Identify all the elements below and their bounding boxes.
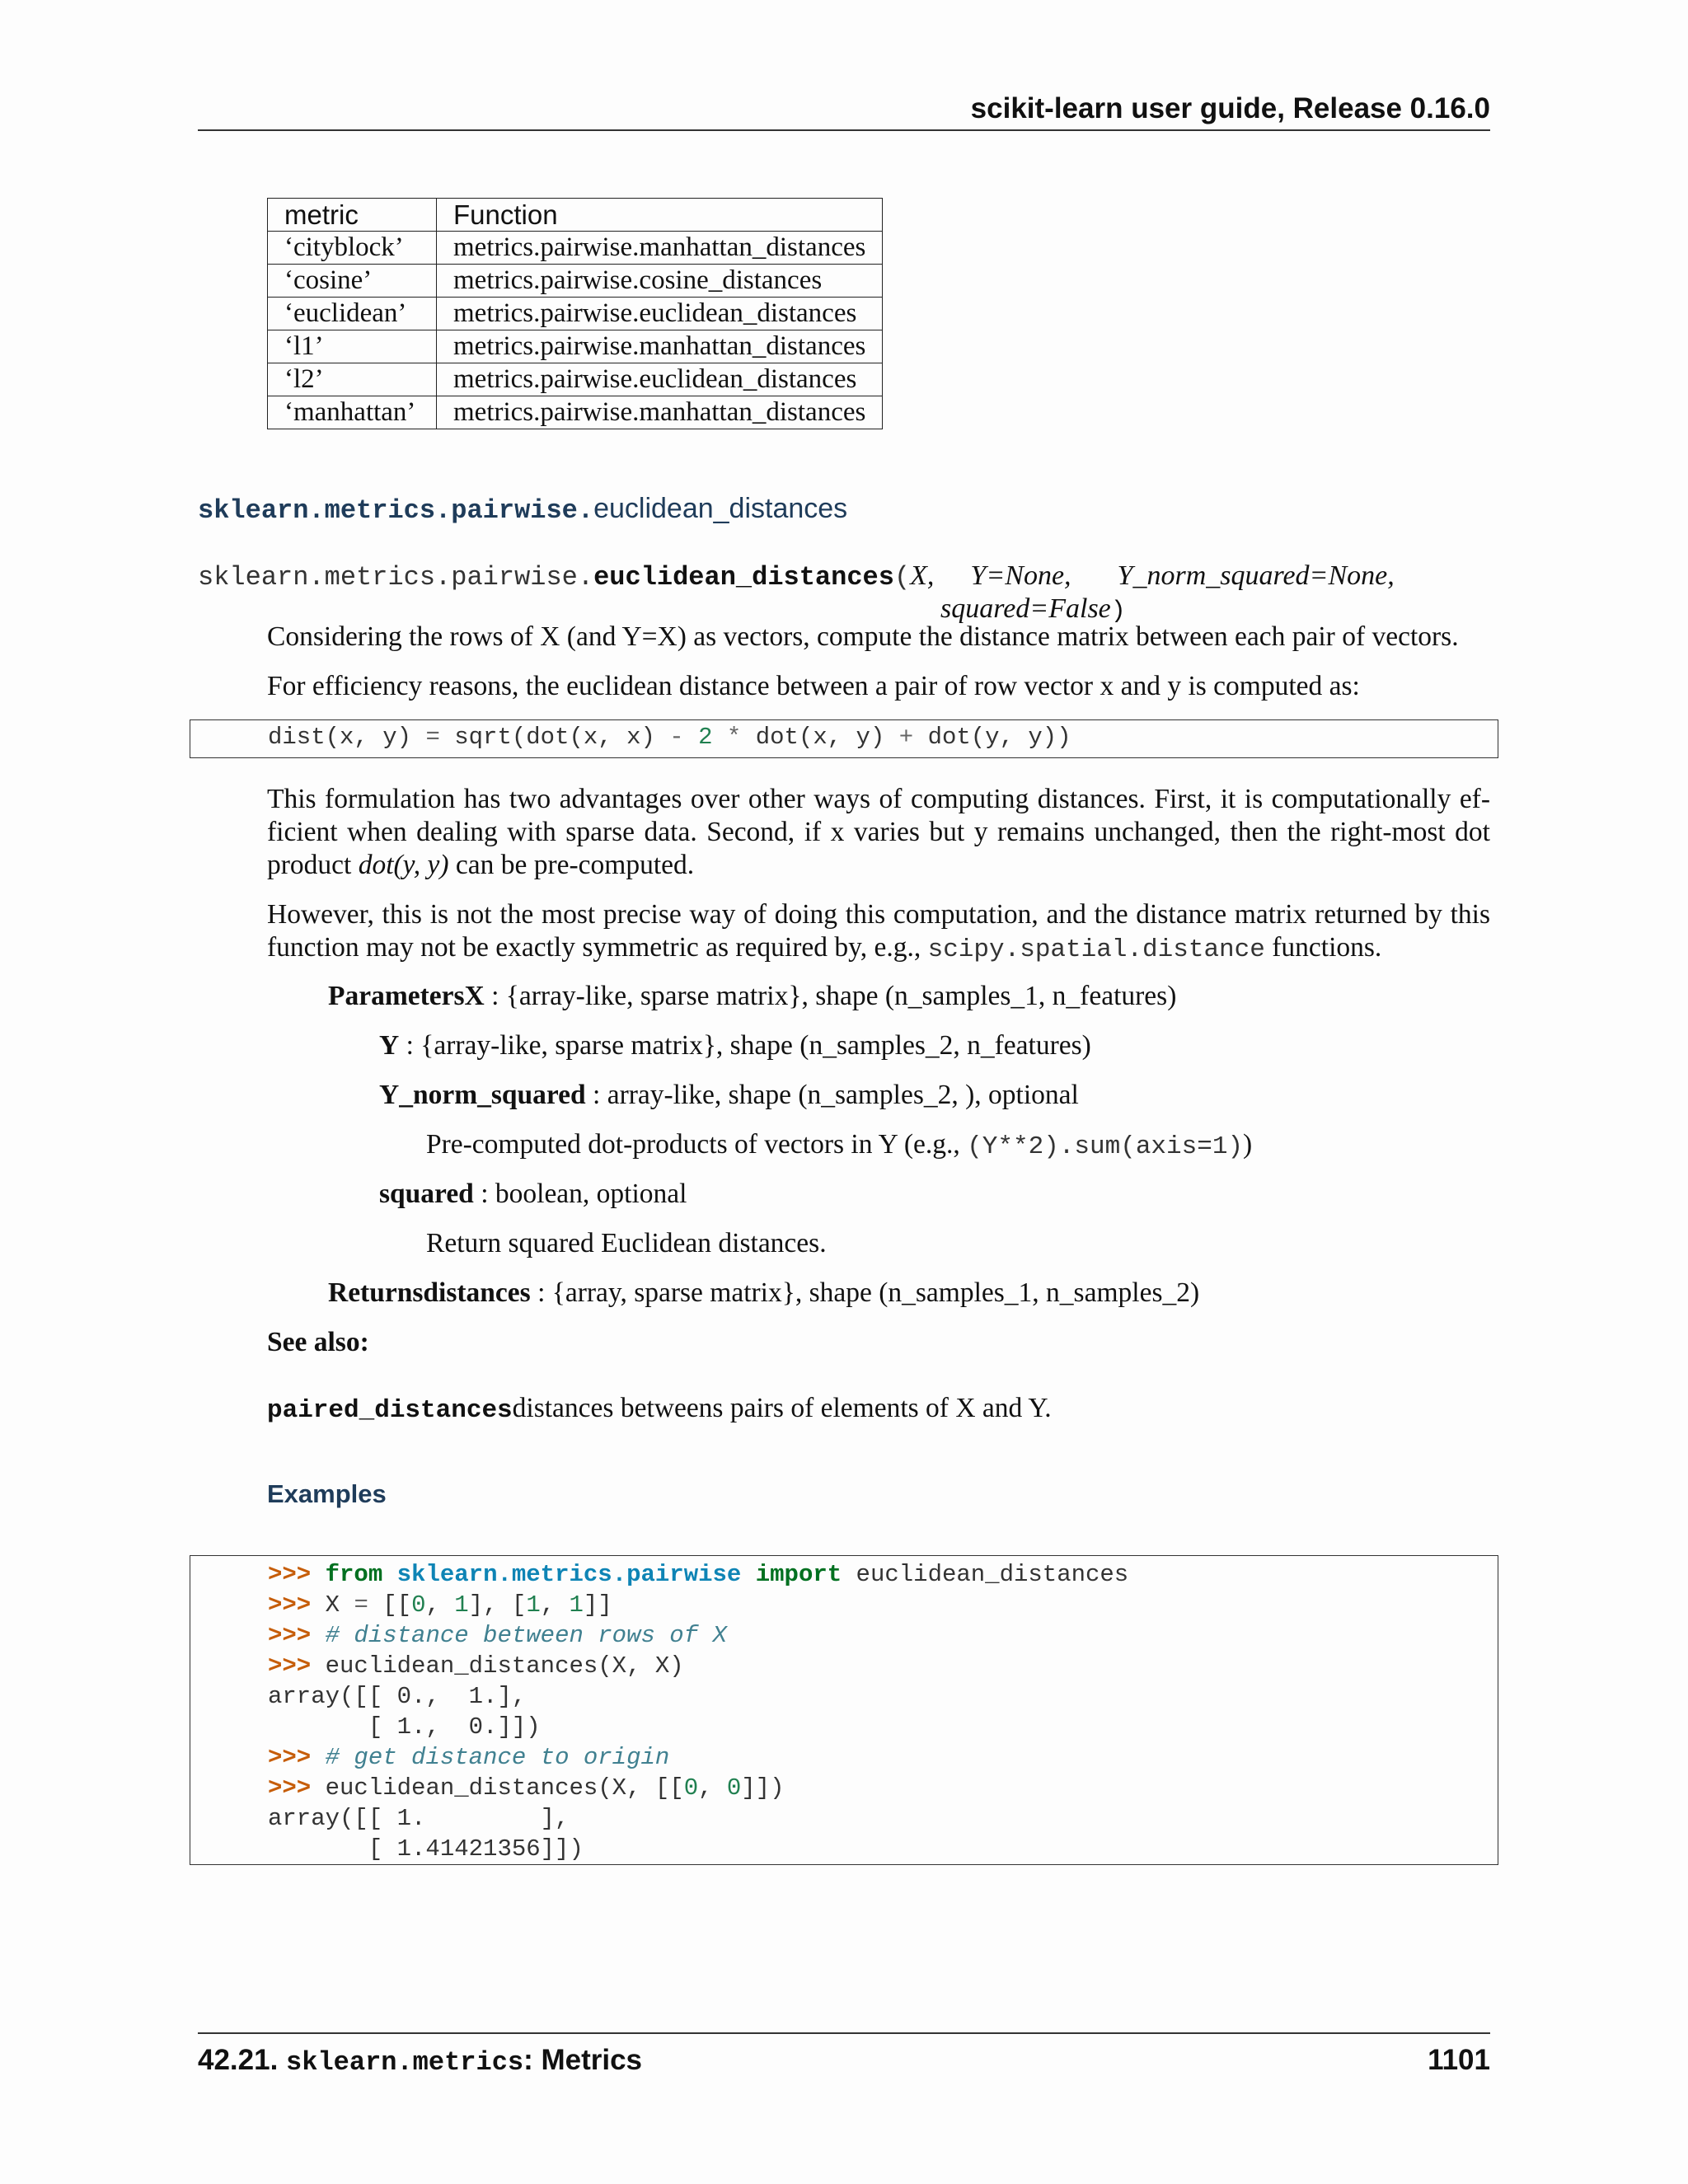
param-name-squared: squared: [379, 1179, 474, 1209]
table-row: [268, 232, 883, 265]
signature-close-paren: ): [1110, 598, 1126, 626]
signature-name: euclidean_distances: [593, 562, 894, 593]
returns-label: Returns: [328, 1277, 424, 1308]
formula-line: dist(x, y) = sqrt(dot(x, x) - 2 * dot(x, y) + dot(y, y)): [268, 724, 1071, 751]
footer-divider: [198, 2032, 1490, 2034]
table-row: [268, 265, 883, 298]
description-paragraph: Considering the rows of X (and Y=X) as vectors, compute the distance matrix between each pair of vectors.: [267, 621, 1459, 652]
table-cell-function: metrics.pairwise.euclidean_distances: [437, 363, 883, 396]
table-header-row: [268, 199, 883, 232]
signature-arg-x: X,: [910, 560, 935, 591]
signature-module: sklearn.metrics.pairwise.: [198, 562, 594, 593]
table-cell-metric: ‘manhattan’: [268, 396, 437, 429]
advantages-line-2: ficient when dealing with sparse data. Second, if x varies but y remains unchanged, then the right-most dot: [267, 817, 1490, 847]
param-name-x: X: [464, 981, 485, 1011]
table-cell-metric: ‘euclidean’: [268, 298, 437, 330]
table-header-function: Function: [437, 199, 883, 232]
return-name: distances: [423, 1277, 531, 1308]
parameter-y: Y : {array-like, sparse matrix}, shape (n_samples_2, n_features): [379, 1030, 1091, 1061]
parameters-label: Parameters: [328, 981, 465, 1011]
function-heading-name: euclidean_distances: [593, 493, 848, 524]
paired-distances-link[interactable]: paired_distances: [267, 1396, 513, 1425]
precision-line-2: function may not be exactly symmetric as required by, e.g., scipy.spatial.distance functions.: [267, 932, 1382, 964]
scipy-distance-link[interactable]: scipy.spatial.distance: [927, 935, 1265, 964]
signature-arg-squared: squared=False: [940, 593, 1111, 624]
code-output-line: [ 1.41421356]]): [268, 1835, 584, 1863]
param-name-y-norm-squared: Y_norm_squared: [379, 1080, 586, 1110]
signature-open-paren: (: [893, 562, 911, 593]
table-row: [268, 330, 883, 363]
code-output-line: array([[ 0., 1.],: [268, 1683, 527, 1710]
code-line: >>> # get distance to origin: [268, 1744, 670, 1771]
page-header-title: scikit-learn user guide, Release 0.16.0: [970, 92, 1490, 124]
code-line: >>> euclidean_distances(X, X): [268, 1652, 684, 1680]
table-cell-metric: ‘cityblock’: [268, 232, 437, 265]
table-cell-metric: ‘l1’: [268, 330, 437, 363]
parameter-y-norm-squared: Y_norm_squared : array-like, shape (n_samples_2, ), optional: [379, 1080, 1079, 1110]
table-cell-metric: ‘cosine’: [268, 265, 437, 298]
function-heading[interactable]: [198, 493, 847, 526]
table-row: [268, 363, 883, 396]
table-row: [268, 298, 883, 330]
code-line: >>> # distance between rows of X: [268, 1622, 727, 1649]
returns-field: Returnsdistances : {array, sparse matrix}, shape (n_samples_1, n_samples_2): [328, 1277, 1200, 1308]
function-signature: [198, 560, 1395, 593]
table-cell-function: metrics.pairwise.euclidean_distances: [437, 298, 883, 330]
code-output-line: [ 1., 0.]]): [268, 1713, 541, 1741]
param-name-y: Y: [379, 1030, 400, 1061]
parameter-squared: squared : boolean, optional: [379, 1179, 687, 1209]
precision-paragraph: [267, 898, 1490, 967]
table-cell-function: metrics.pairwise.manhattan_distances: [437, 396, 883, 429]
signature-arg-y-norm: Y_norm_squared=None,: [1117, 560, 1395, 591]
code-line: >>> from sklearn.metrics.pairwise import euclidean_distances: [268, 1561, 1129, 1588]
parameter-y-norm-squared-detail: Pre-computed dot-products of vectors in Y (e.g., (Y**2).sum(axis=1)): [426, 1129, 1253, 1161]
footer-section-title: 42.21. sklearn.metrics: Metrics: [198, 2044, 643, 2078]
metric-function-table: [267, 198, 883, 429]
table-cell-function: metrics.pairwise.cosine_distances: [437, 265, 883, 298]
function-heading-module: sklearn.metrics.pairwise.: [198, 495, 594, 526]
efficiency-paragraph: For efficiency reasons, the euclidean distance between a pair of row vector x and y is computed as:: [267, 671, 1360, 701]
code-line: >>> euclidean_distances(X, [[0, 0]]): [268, 1774, 785, 1802]
signature-arg-y: Y=None,: [970, 560, 1071, 591]
parameter-x: ParametersX : {array-like, sparse matrix}, shape (n_samples_1, n_features): [328, 981, 1177, 1011]
table-cell-metric: ‘l2’: [268, 363, 437, 396]
advantages-paragraph: [267, 783, 1490, 882]
table-cell-function: metrics.pairwise.manhattan_distances: [437, 232, 883, 265]
examples-code-block: [190, 1555, 1498, 1865]
table-row: [268, 396, 883, 429]
advantages-line-3: product dot(y, y) can be pre-computed.: [267, 850, 695, 880]
table-cell-function: metrics.pairwise.manhattan_distances: [437, 330, 883, 363]
see-also-entry: paired_distancesdistances betweens pairs of elements of X and Y.: [267, 1393, 1052, 1425]
page-number: 1101: [1428, 2044, 1490, 2076]
code-output-line: array([[ 1. ],: [268, 1805, 570, 1832]
advantages-line-1: This formulation has two advantages over other ways of computing distances. First, it is computationally ef-: [267, 784, 1490, 814]
formula-code-block: [190, 719, 1498, 758]
table-header-metric: metric: [268, 199, 437, 232]
examples-heading: Examples: [267, 1479, 387, 1508]
see-also-heading: See also:: [267, 1327, 369, 1357]
header-divider: [198, 129, 1490, 131]
parameter-squared-detail: Return squared Euclidean distances.: [426, 1228, 827, 1258]
code-line: >>> X = [[0, 1], [1, 1]]: [268, 1591, 612, 1619]
precision-line-1: However, this is not the most precise way of doing this computation, and the distance matrix returned by this: [267, 899, 1490, 930]
